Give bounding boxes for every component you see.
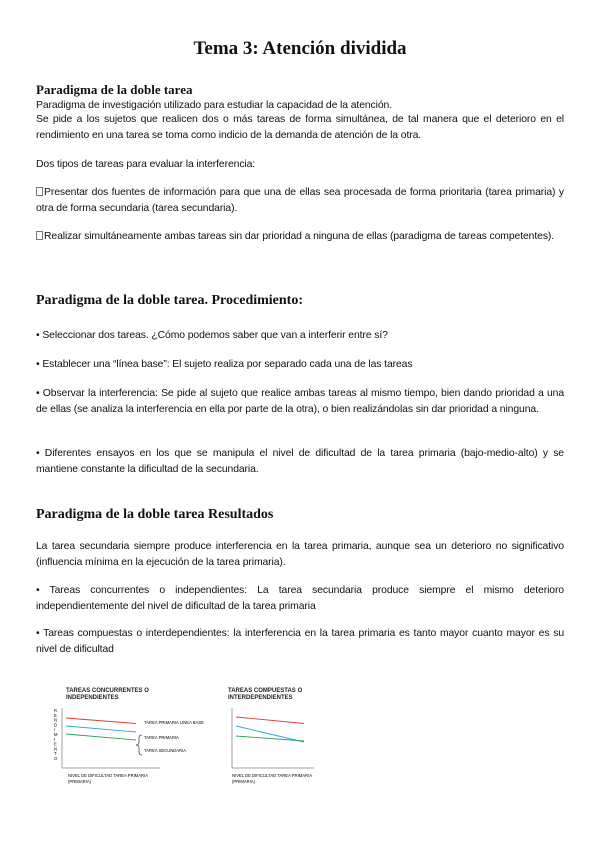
bullet-item: • Tareas concurrentes o independientes: La tarea secundaria produce siempre el mismo deterioro independientemente del nivel de dificultad de la tarea primaria	[36, 585, 564, 612]
chart1-legend-secondary: TAREA SECUNDARIA	[144, 748, 187, 753]
bullet-item	[36, 185, 564, 217]
chart1-x-label: NIVEL DE DIFICULTAD TAREA PRIMARIA	[68, 773, 149, 778]
c1-lines-series-1	[66, 726, 136, 732]
chart2-x-label: NIVEL DE DIFICULTAD TAREA PRIMARIA	[232, 773, 313, 778]
chart1-figure	[40, 700, 220, 792]
bullet-item: • Observar la interferencia: Se pide al sujeto que realice ambas tareas al mismo tiempo, bien dando prioridad a una de ellas (se analiza la interferencia en ella por parte de la otra), o bien realizándolas sin dar prioridad a ninguna.	[36, 388, 564, 415]
chart1-y-label	[54, 708, 58, 761]
paragraph: Paradigma de investigación utilizado para estudiar la capacidad de la atención.	[36, 100, 393, 111]
chart1-legend-baseline: TAREA PRIMARIA LINEA BASE	[144, 720, 204, 725]
chart1-y-label-letter: T	[54, 751, 57, 757]
page-title: Tema 3: Atención dividida	[193, 38, 407, 59]
paragraph: Dos tipos de tareas para evaluar la interferencia:	[36, 159, 256, 170]
c1-lines-series-2	[66, 734, 136, 740]
bullet-item: • Establecer una “línea base”: El sujeto realiza por separado cada una de las tareas	[36, 359, 413, 370]
chart2-figure	[222, 700, 332, 792]
chart1-y-label-letter: N	[54, 717, 58, 723]
c2-lines-series-2	[236, 736, 304, 741]
bullet-text: Presentar dos fuentes de información para que una de ellas sea procesada de forma prioritaria (tarea primaria) y otra de forma secundaria (tarea secundaria).	[36, 187, 564, 214]
chart1-x-label-sub: (PRIMARIA)	[68, 779, 92, 784]
bullet-item: • Diferentes ensayos en los que se manipula el nivel de dificultad de la tarea primaria (bajo-medio-alto) y se mantiene constante la dificultad de la secundaria.	[36, 448, 564, 475]
chart1-brace	[136, 735, 142, 755]
bullet-item: • Tareas compuestas o interdependientes: la interferencia en la tarea primaria es tanto mayor cuanto mayor es su nivel de dificultad	[36, 628, 564, 655]
chart2-x-label-sub: (PRIMARIA)	[232, 779, 256, 784]
chart1-title: TAREAS CONCURRENTES O INDEPENDIENTES	[66, 688, 149, 701]
c1-lines-series-0	[66, 718, 136, 724]
section-heading-doble-tarea: Paradigma de la doble tarea	[36, 82, 193, 97]
chart1-y-label-letter: E	[54, 741, 57, 747]
chart1-y-label-letter: I	[54, 736, 56, 742]
bullet-text: Realizar simultáneamente ambas tareas sin dar prioridad a ninguna de ellas (paradigma de tareas competentes).	[44, 231, 555, 242]
paragraph: La tarea secundaria siempre produce interferencia en la tarea primaria, aunque sea un deterioro no significativo (influencia mínima en la ejecución de la tarea primaria).	[36, 541, 564, 568]
section-heading-procedimiento: Paradigma de la doble tarea. Procedimiento:	[36, 293, 303, 308]
chart1-y-label-letter: E	[54, 712, 57, 718]
c2-lines-series-1	[236, 726, 304, 742]
bullet-box-icon	[36, 231, 43, 240]
chart2-title: TAREAS COMPUESTAS O INTERDEPENDIENTES	[228, 688, 303, 701]
section-heading-resultados: Paradigma de la doble tarea Resultados	[36, 507, 274, 522]
chart1-y-label-letter: M	[54, 732, 58, 737]
paragraph: Se pide a los sujetos que realicen dos o más tareas de forma simultánea, de tal manera que el deterioro en el rendimiento en una tarea se toma como indicio de la demanda de atención de la otra.	[36, 114, 564, 141]
chart1-legend-primary: TAREA PRIMARIA	[144, 735, 179, 740]
chart1-y-label-letter: I	[54, 727, 56, 733]
chart1-y-label-letter: D	[54, 722, 58, 728]
chart1-y-label-letter: O	[54, 756, 58, 761]
chart1-y-label-letter: N	[54, 746, 58, 752]
bullet-item	[36, 229, 564, 245]
chart1-y-label-letter: R	[54, 708, 58, 713]
c2-lines-series-0	[236, 717, 304, 724]
bullet-box-icon	[36, 187, 43, 196]
bullet-item: • Seleccionar dos tareas. ¿Cómo podemos saber que van a interferir entre sí?	[36, 330, 388, 341]
